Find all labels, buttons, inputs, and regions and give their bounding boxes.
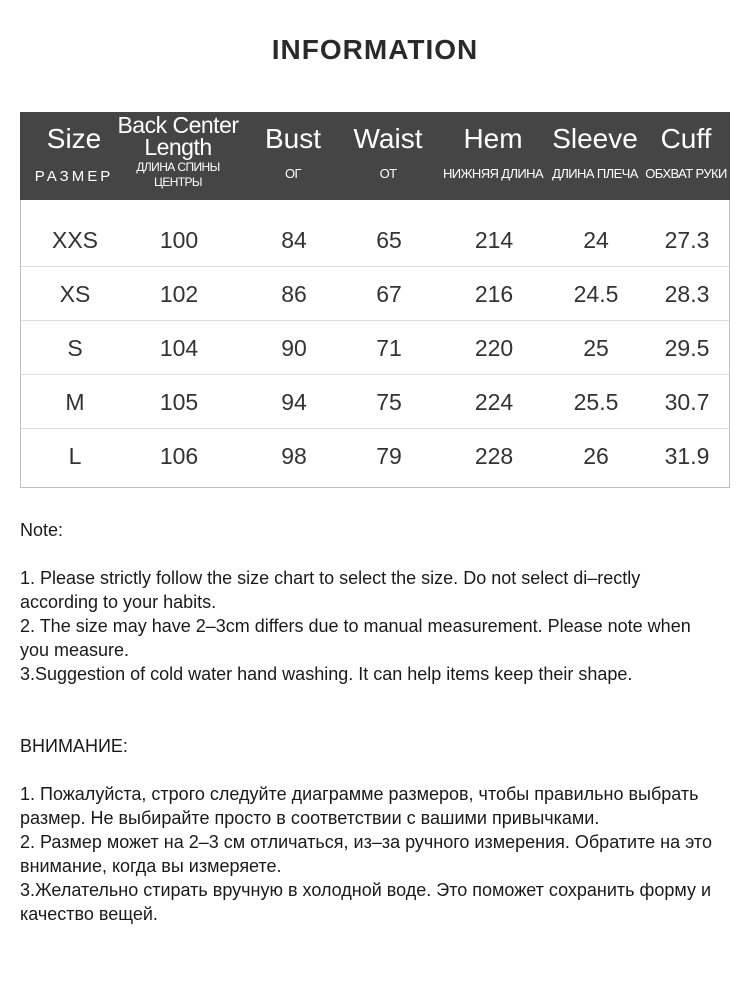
note-item-en-1: 1. Please strictly follow the size chart to select the size. Do not select di–rectly according to your habits. <box>20 568 641 612</box>
header-label: Sleeve <box>552 123 638 154</box>
header-hem <box>438 112 548 200</box>
cell-hem: 216 <box>474 281 514 307</box>
cell-waist: 75 <box>376 389 402 415</box>
header-label: Cuff <box>660 123 712 154</box>
header-sublabel: РАЗМЕР <box>34 168 114 185</box>
table-row <box>21 321 729 375</box>
note-heading-ru: ВНИМАНИЕ: <box>20 736 128 756</box>
cell-cuff: 30.7 <box>664 389 710 415</box>
cell-hem: 224 <box>474 389 514 415</box>
header-label: Size <box>46 123 102 154</box>
header-sublabel: НИЖНЯЯ ДЛИНА <box>442 166 544 181</box>
table-row <box>21 267 729 321</box>
cell-waist: 79 <box>376 443 402 469</box>
header-size <box>20 112 128 200</box>
header-bust <box>246 112 340 200</box>
cell-back-center-length: 106 <box>159 443 199 469</box>
cell-back-center-length: 105 <box>159 389 199 415</box>
table-header <box>20 112 730 200</box>
cell-cuff: 31.9 <box>664 443 710 469</box>
header-back-center-length <box>116 112 240 200</box>
cell-hem: 214 <box>474 227 514 253</box>
note-item-en-2: 2. The size may have 2–3cm differs due to manual measurement. Please note when you measure. <box>20 616 691 660</box>
cell-size: S <box>67 335 83 361</box>
cell-bust: 90 <box>281 335 307 361</box>
cell-cuff: 28.3 <box>664 281 710 307</box>
header-cuff <box>642 112 730 200</box>
header-sublabel: ОТ <box>379 166 397 181</box>
cell-sleeve: 25 <box>583 335 609 361</box>
note-item-ru-3: 3.Желательно стирать вручную в холодной воде. Это поможет сохранить форму и качество вещей. <box>20 880 712 924</box>
table-row <box>21 375 729 429</box>
note-item-ru-2: 2. Размер может на 2–3 см отличаться, из–за ручного измерения. Обратите на это внимание, когда вы измеряете. <box>20 832 712 876</box>
header-sublabel: ДЛИНА ПЛЕЧА <box>552 166 638 181</box>
cell-bust: 94 <box>281 389 307 415</box>
note-item-en-3: 3.Suggestion of cold water hand washing. It can help items keep their shape. <box>20 664 633 684</box>
note-item-ru-1: 1. Пожалуйста, строго следуйте диаграмме размеров, чтобы правильно выбрать размер. Не выбирайте просто в соответствии с вашими привычками. <box>20 784 699 828</box>
cell-sleeve: 26 <box>583 443 609 469</box>
cell-cuff: 27.3 <box>664 227 710 253</box>
cell-sleeve: 24.5 <box>573 281 619 307</box>
cell-bust: 98 <box>281 443 307 469</box>
table-row <box>21 429 729 483</box>
header-label: Hem <box>463 123 523 154</box>
header-label: Bust <box>264 123 322 154</box>
header-sublabel: ОГ <box>285 166 301 181</box>
cell-cuff: 29.5 <box>664 335 710 361</box>
table-row <box>21 213 729 267</box>
header-sublabel: ОБХВАТ РУКИ <box>645 166 727 181</box>
cell-size: XXS <box>51 227 99 253</box>
cell-size: L <box>68 443 82 469</box>
cell-back-center-length: 104 <box>159 335 199 361</box>
size-chart-table <box>20 112 730 488</box>
cell-sleeve: 25.5 <box>573 389 619 415</box>
cell-size: M <box>65 389 85 415</box>
header-label: Back Center Length <box>117 112 239 160</box>
cell-bust: 86 <box>281 281 307 307</box>
header-sublabel: ДЛИНА СПИНЫ ЦЕНТРЫ <box>136 160 220 189</box>
cell-waist: 71 <box>376 335 402 361</box>
note-heading-en: Note: <box>20 520 64 540</box>
cell-sleeve: 24 <box>583 227 609 253</box>
header-waist <box>340 112 436 200</box>
cell-size: XS <box>59 281 91 307</box>
header-sleeve <box>548 112 642 200</box>
header-label: Waist <box>353 123 423 154</box>
cell-back-center-length: 100 <box>159 227 199 253</box>
cell-bust: 84 <box>281 227 307 253</box>
cell-hem: 228 <box>474 443 514 469</box>
cell-waist: 65 <box>376 227 402 253</box>
page-title: INFORMATION <box>271 34 479 65</box>
cell-waist: 67 <box>376 281 402 307</box>
cell-back-center-length: 102 <box>159 281 199 307</box>
cell-hem: 220 <box>474 335 514 361</box>
notes-section <box>20 518 720 926</box>
